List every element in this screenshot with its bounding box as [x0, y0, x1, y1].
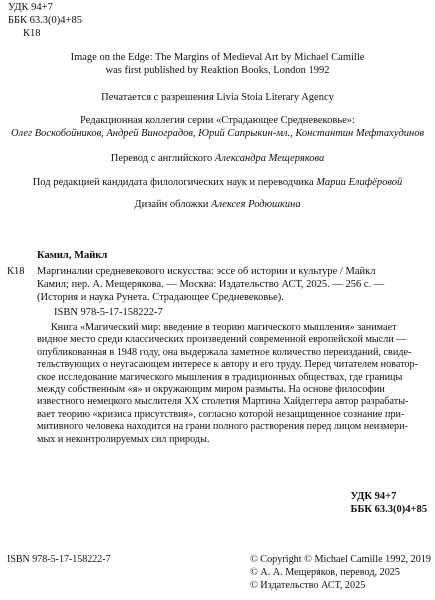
original-edition-line-1: Image on the Edge: The Margins of Medieval Art by Michael Camille — [70, 52, 365, 63]
permission-notice: Печатается с разрешения Livia Stoia Literary Agency — [101, 92, 334, 103]
bibliographic-line: (История и наука Рунета. Страдающее Средневековье). — [37, 292, 284, 304]
cover-designer-name: Алексея Родюшкина — [211, 199, 301, 210]
classification-codes-top — [8, 1, 82, 40]
bibliographic-line: Маргиналии средневекового искусства: эссе об истории и культуре / Майкл — [37, 266, 376, 277]
original-edition-notice — [0, 51, 435, 77]
translator-name: Александра Мещерякова — [214, 153, 325, 164]
bibliographic-author-heading: Камил, Майкл — [37, 250, 108, 261]
annotation-line: митивного человека находится на грани полного растворения перед лицом неизмери- — [37, 421, 408, 433]
annotation-line: мых и неконтролируемых сил природы. — [37, 433, 210, 445]
annotation-line: известного немецкого мыслителя XX столетия Мартина Хайдеггера автор разрабаты- — [37, 396, 409, 408]
annotation-line: видное место среди классических произведений современной европейской мысли — — [37, 334, 407, 346]
cover-design-credit — [0, 198, 435, 212]
copyright-line: © Издательство АСТ, 2025 — [250, 580, 366, 591]
classification-codes-bottom — [351, 490, 427, 516]
udk-code-bottom: УДК 94+7 — [350, 491, 397, 502]
annotation — [37, 322, 427, 446]
annotation-line: вает теорию «кризиса присутствия», согласно которой незащищенное сознание при- — [37, 408, 405, 420]
original-edition-line-2: was first published by Reaktion Books, London 1992 — [105, 65, 330, 76]
translation-credit — [0, 152, 435, 166]
annotation-line: ское исследование магического мышления в традиционных обществах, где границы — [37, 371, 403, 383]
editor-credit — [0, 176, 435, 190]
annotation-line: тельствующих о неугасающем интересе к автору и его труду. Перед читателем новатор- — [37, 359, 418, 371]
bibliographic-isbn: ISBN 978-5-17-158222-7 — [54, 307, 163, 318]
annotation-line: Книга «Магический мир: введение в теорию магического мышления» занимает — [51, 322, 397, 333]
udk-code: УДК 94+7 — [8, 2, 53, 13]
bbk-code: ББК 63.3(0)4+85 — [8, 15, 82, 26]
footer-isbn: ISBN 978-5-17-158222-7 — [7, 554, 111, 565]
annotation-line: между собственным «я» и окружающим миром размыты. На основе философии — [37, 384, 385, 396]
editorial-board — [0, 114, 435, 140]
editorial-board-members: Олег Воскобойников, Андрей Виноградов, Юрий Сапрыкин-мл., Константин Мефтахудинов — [10, 128, 425, 139]
bbk-code-bottom: ББК 63.3(0)4+85 — [350, 504, 427, 515]
translation-prefix: Перевод с английского — [110, 153, 215, 164]
annotation-line: опубликованная в 1948 году, она выдержала заметное количество переизданий, свиде- — [37, 346, 412, 358]
cover-design-prefix: Дизайн обложки — [134, 199, 212, 210]
bibliographic-description — [37, 265, 427, 305]
editorial-board-label: Редакционная коллегия серии «Страдающее Средневековье»: — [80, 115, 355, 126]
editor-name: Марии Елифёровой — [316, 177, 403, 188]
editor-prefix: Под редакцией кандидата филологических наук и переводчика — [32, 177, 317, 188]
copyright-line: © А. А. Мещеряков, перевод, 2025 — [250, 567, 400, 578]
copyright-block — [250, 553, 431, 592]
bibliographic-mark: К18 — [7, 266, 25, 277]
copyright-line: © Copyright © Michael Camille 1992, 2019 — [250, 554, 432, 565]
author-mark: К18 — [23, 28, 41, 39]
bibliographic-line: Камил; пер. А. Мещерякова. — Москва: Издательство АСТ, 2025. — 256 с. — — [37, 279, 385, 291]
